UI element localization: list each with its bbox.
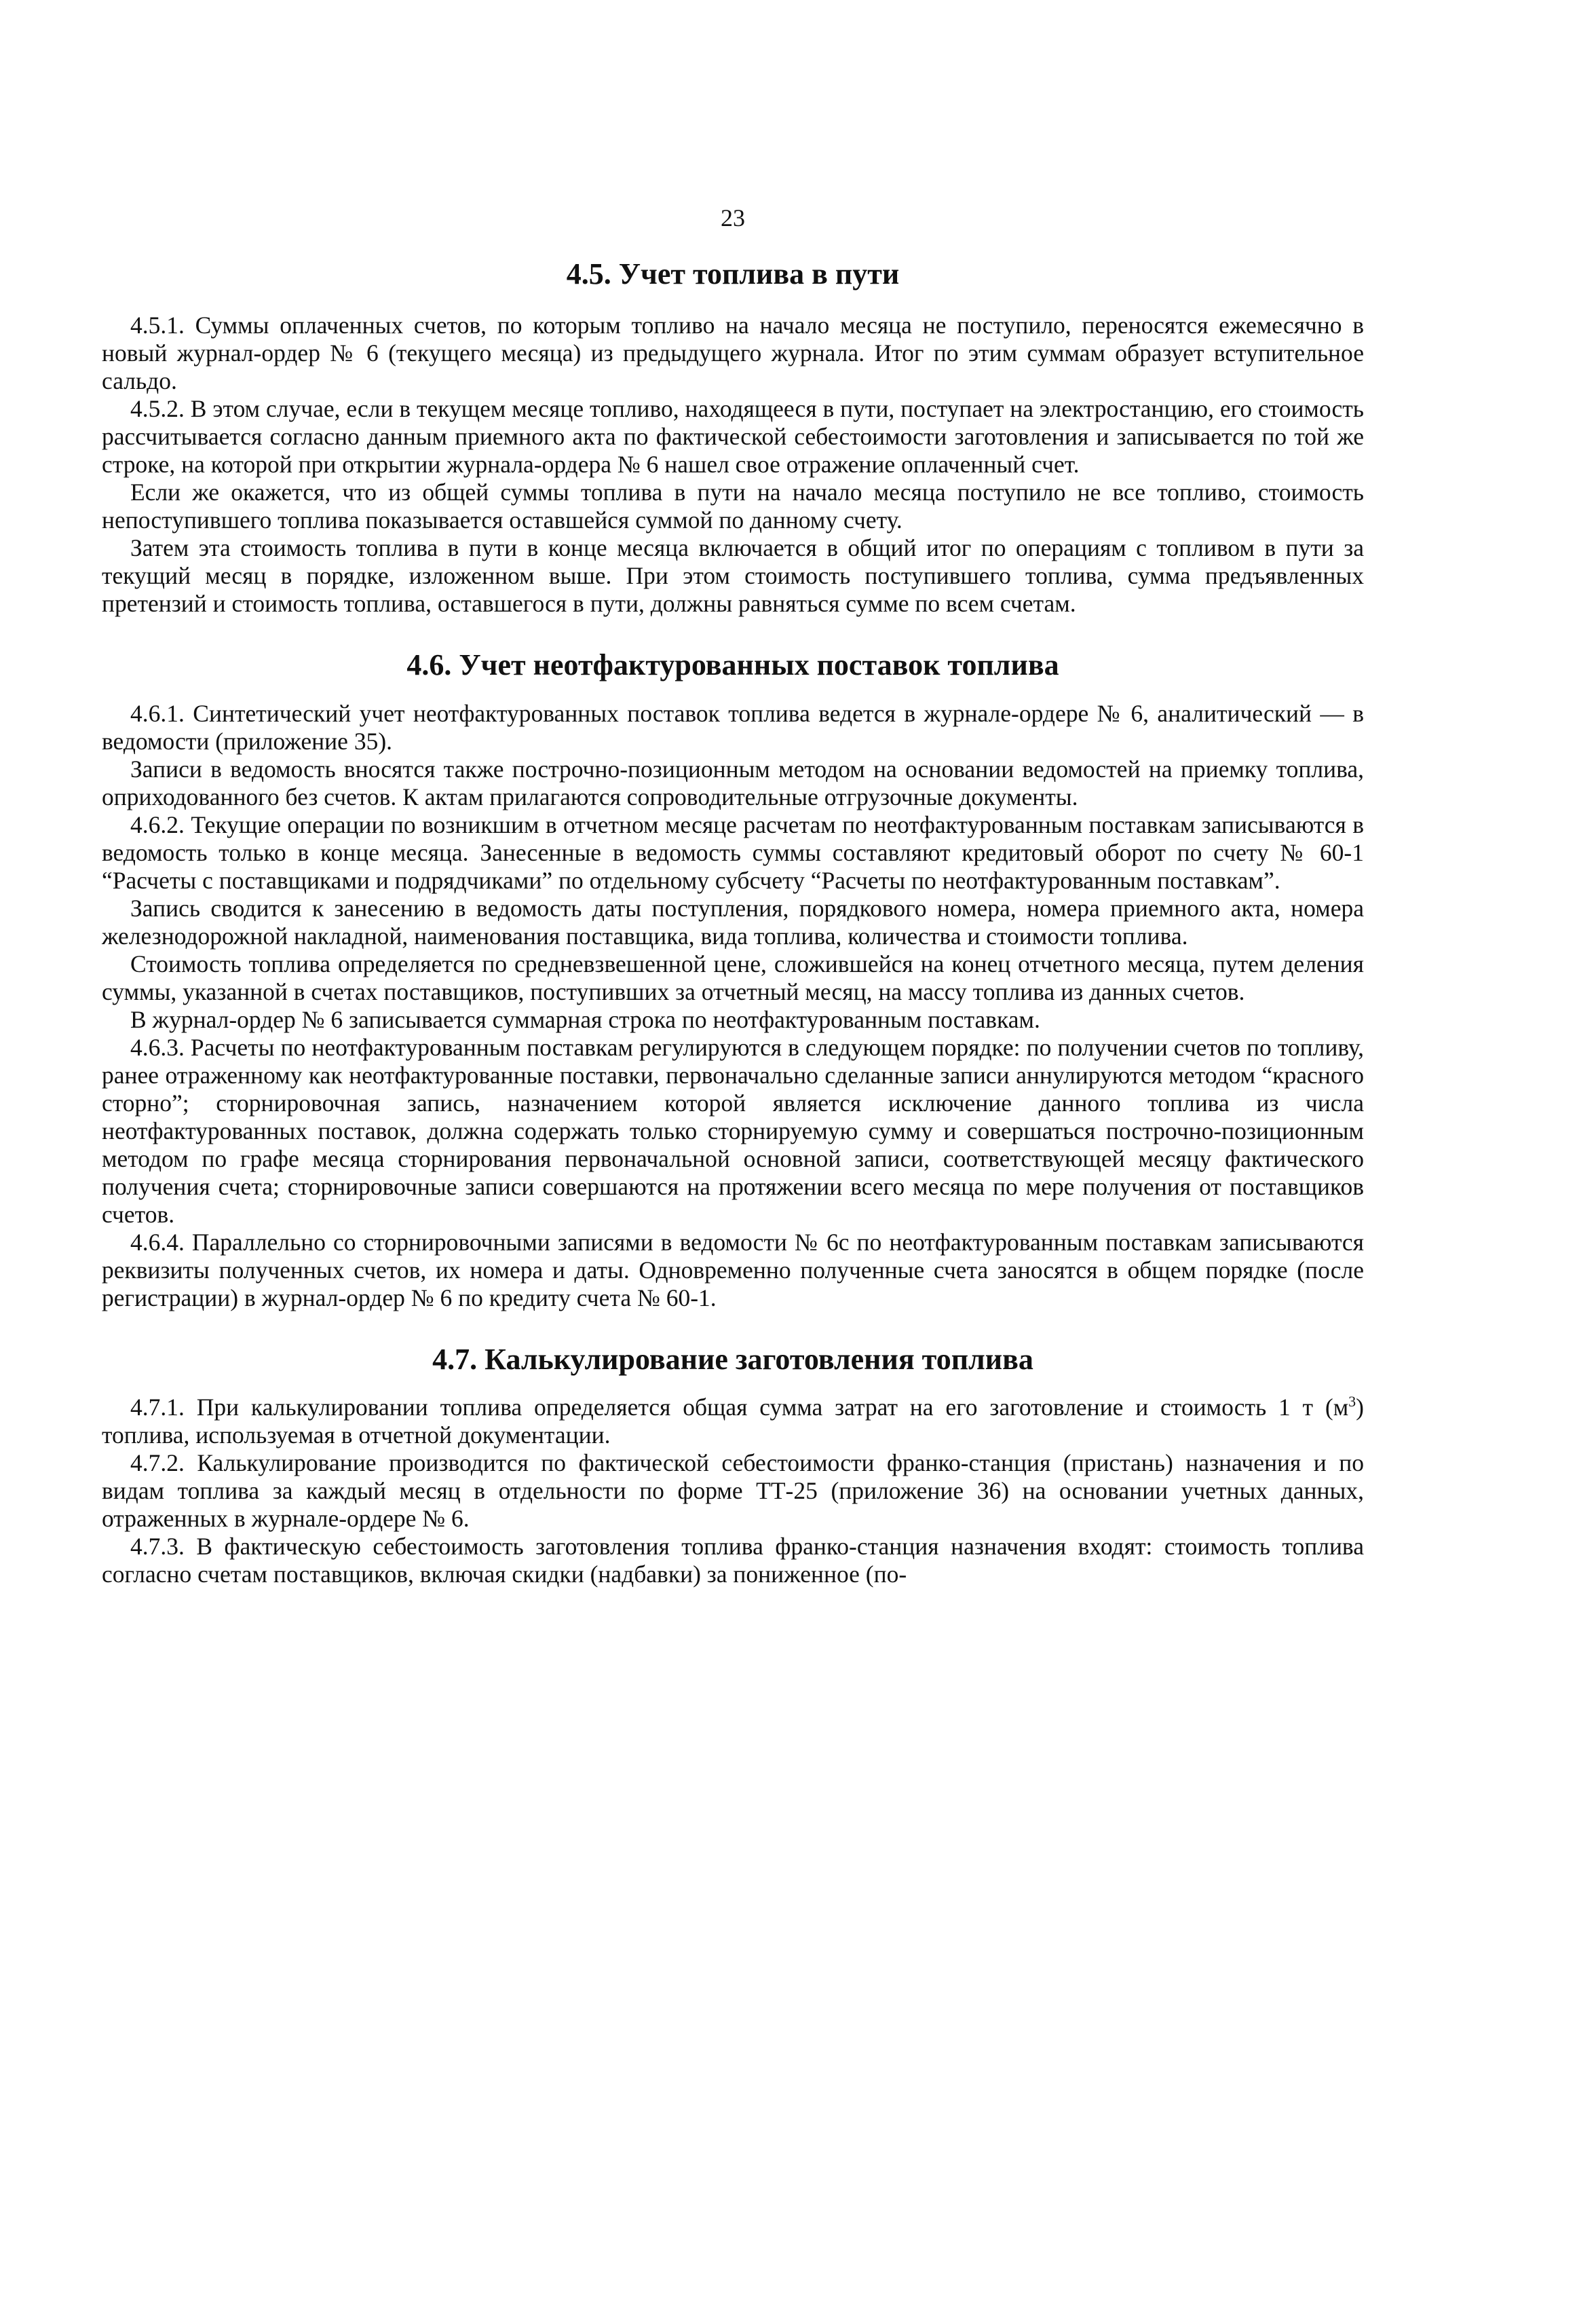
section-title-4-7: 4.7. Калькулирование заготовления топлива	[432, 1342, 1033, 1376]
paragraph: Записи в ведомость вносятся также построчно-позиционным методом на основании ведомостей на приемку топлива, оприходованного без счетов. К актам прилагаются сопроводительные отгрузочные документы.	[102, 755, 1364, 810]
paragraph-text: ) топлива, используемая в отчетной документации.	[102, 1394, 1364, 1449]
paragraph: Стоимость топлива определяется по средневзвешенной цене, сложившейся на конец отчетного месяца, путем деления суммы, указанной в счетах поставщиков, поступивших за отчетный месяц, на массу топлива из данных счетов.	[102, 950, 1364, 1005]
paragraph: В журнал-ордер № 6 записывается суммарная строка по неотфактурованным поставкам.	[130, 1005, 1040, 1033]
paragraph-text: 4.7.1. При калькулировании топлива определяется общая сумма затрат на его заготовление и стоимость 1 т (м	[130, 1394, 1349, 1421]
paragraph: 4.7.2. Калькулирование производится по фактической себестоимости франко-станция (пристань) назначения и по видам топлива за каждый месяц в отдельности по форме ТТ-25 (приложение 36) на основании учетных данных, отраженных в журнале-ордере № 6.	[102, 1449, 1364, 1533]
paragraph-4-7-1	[102, 1394, 1364, 1449]
paragraph: 4.6.2. Текущие операции по возникшим в отчетном месяце расчетам по неотфактурованным поставкам записываются в ведомость только в конце месяца. Занесенные в ведомость суммы составляют кредитовый оборот по счету № 60-1 “Расчеты с поставщиками и подрядчиками” по отдельному субсчету “Расчеты по неотфактурованным поставкам”.	[102, 810, 1364, 894]
paragraph: 4.7.3. В фактическую себестоимость заготовления топлива франко-станция назначения входят: стоимость топлива согласно счетам поставщиков, включая скидки (надбавки) за пониженное (по-	[102, 1533, 1364, 1588]
paragraph: Если же окажется, что из общей суммы топлива в пути на начало месяца поступило не все топливо, стоимость непоступившего топлива показывается оставшейся суммой по данному счету.	[102, 478, 1364, 534]
document-page	[102, 204, 1364, 1588]
paragraph: Затем эта стоимость топлива в пути в конце месяца включается в общий итог по операциям с топливом в пути за текущий месяц в порядке, изложенном выше. При этом стоимость поступившего топлива, сумма предъявленных претензий и стоимость топлива, оставшегося в пути, должны равняться сумме по всем счетам.	[102, 534, 1364, 617]
section-title-4-6: 4.6. Учет неотфактурованных поставок топлива	[406, 648, 1059, 681]
paragraph: 4.6.3. Расчеты по неотфактурованным поставкам регулируются в следующем порядке: по получении счетов по топливу, ранее отраженному как неотфактурованные поставки, первоначально сделанные записи аннулируются методом “красного сторно”; сторнировочная запись, назначением которой является исключение данного топлива из числа неотфактурованных поставок, должна содержать только сторнируемую сумму и совершаться построчно-позиционным методом по графе месяца сторнирования первоначальной основной записи, соответствующей месяцу фактического получения счета; сторнировочные записи совершаются на протяжении всего месяца по мере получения от поставщиков счетов.	[102, 1033, 1364, 1228]
superscript: 3	[1348, 1393, 1356, 1411]
page-number: 23	[721, 204, 745, 231]
paragraph: 4.6.4. Параллельно со сторнировочными записями в ведомости № 6с по неотфактурованным поставкам записываются реквизиты полученных счетов, их номера и даты. Одновременно полученные счета заносятся в общем порядке (после регистрации) в журнал-ордер № 6 по кредиту счета № 60-1.	[102, 1228, 1364, 1311]
paragraph: 4.5.2. В этом случае, если в текущем месяце топливо, находящееся в пути, поступает на электростанцию, его стоимость рассчитывается согласно данным приемного акта по фактической себестоимости заготовления и записывается по той же строке, на которой при открытии журнала-ордера № 6 нашел свое отражение оплаченный счет.	[102, 394, 1364, 478]
paragraph: Запись сводится к занесению в ведомость даты поступления, порядкового номера, номера приемного акта, номера железнодорожной накладной, наименования поставщика, вида топлива, количества и стоимости топлива.	[102, 894, 1364, 950]
paragraph: 4.6.1. Синтетический учет неотфактурованных поставок топлива ведется в журнале-ордере № 6, аналитический — в ведомости (приложение 35).	[102, 699, 1364, 755]
section-title-4-5: 4.5. Учет топлива в пути	[566, 257, 900, 291]
paragraph: 4.5.1. Суммы оплаченных счетов, по которым топливо на начало месяца не поступило, переносятся ежемесячно в новый журнал-ордер № 6 (текущего месяца) из предыдущего журнала. Итог по этим суммам образует вступительное сальдо.	[102, 311, 1364, 394]
